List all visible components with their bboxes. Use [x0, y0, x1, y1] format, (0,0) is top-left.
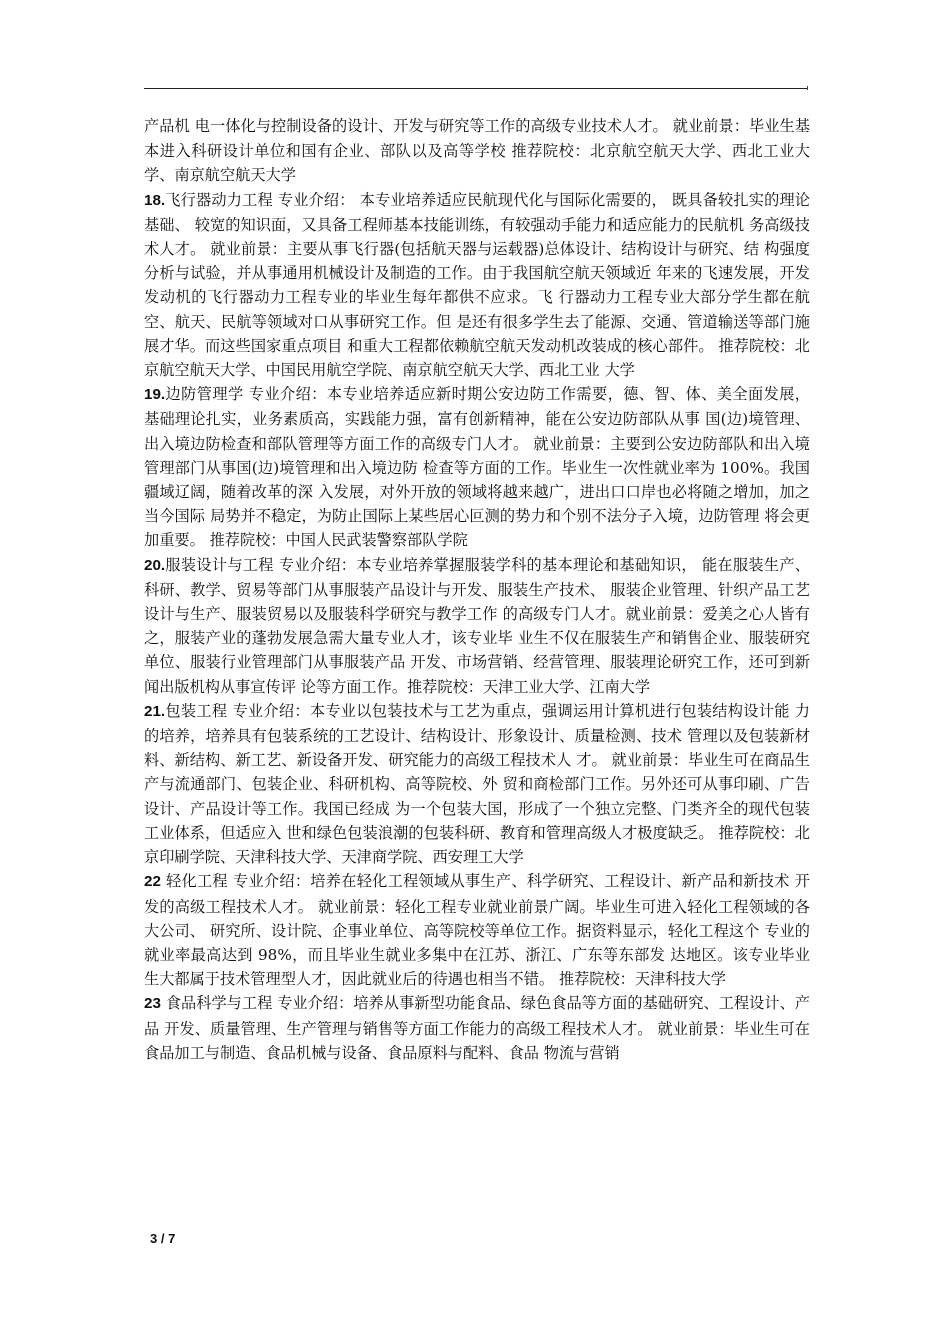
header-rule-mark	[807, 86, 808, 90]
item-number: 19.	[144, 386, 166, 404]
paragraph-item-23	[144, 991, 810, 1065]
paragraph-item-19	[144, 382, 810, 552]
page-number: 3 / 7	[150, 1231, 176, 1246]
item-number: 23	[144, 995, 161, 1013]
paragraph-text: 包装工程 专业介绍：本专业以包装技术与工艺为重点，强调运用计算机进行包装结构设计能 力的培养，培养具有包装系统的工艺设计、结构设计、形象设计、质量检测、技术 管理以及包装新材料、新结构、新工艺、新设备开发、研究能力的高级工程技术人 才。 就业前景：毕业生可在商品生产与流通部门、包装企业、科研机构、高等院校、外 贸和商检部门工作。另外还可从事印刷、广告设计、产品设计等工作。我国已经成 为一个包装大国，形成了一个独立完整、门类齐全的现代包装工业体系，但适应入 世和绿色包装浪潮的包装科研、教育和管理高级人才极度缺乏。 推荐院校：北京印刷学院、天津科技大学、天津商学院、西安理工大学	[144, 701, 810, 867]
paragraph-item-18	[144, 188, 810, 383]
paragraph-text: 服装设计与工程 专业介绍：本专业培养掌握服装学科的基本理论和基础知识， 能在服装生产、科研、教学、贸易等部门从事服装产品设计与开发、服装生产技术、 服装企业管理、针织产品工艺设计与生产、服装贸易以及服装科学研究与教学工作 的高级专门人才。就业前景：爱美之心人皆有之，服装产业的蓬勃发展急需大量专业人才，该专业毕 业生不仅在服装生产和销售企业、服装研究单位、服装行业管理部门从事服装产品 开发、市场营销、经营管理、服装理论研究工作，还可到新闻出版机构从事宣传评 论等方面工作。推荐院校：天津工业大学、江南大学	[144, 555, 810, 696]
paragraph-text: 产品机 电一体化与控制设备的设计、开发与研究等工作的高级专业技术人才。 就业前景：毕业生基本进入科研设计单位和国有企业、部队以及高等学校 推荐院校：北京航空航天大学、西北工业大学、南京航空航天大学	[144, 117, 810, 185]
paragraph-text: 轻化工程 专业介绍：培养在轻化工程领域从事生产、科学研究、工程设计、新产品和新技术 开发的高级工程技术人才。 就业前景：轻化工程专业就业前景广阔。毕业生可进入轻化工程领域的各大公司、 研究所、设计院、企事业单位、高等院校等单位工作。据资料显示，轻化工程这个 专业的就业率最高达到 98%，而且毕业生就业多集中在江苏、浙江、广东等东部发 达地区。该专业毕业生大都属于技术管理型人才，因此就业后的待遇也相当不错。 推荐院校：天津科技大学	[144, 872, 810, 989]
item-number: 18.	[144, 191, 166, 209]
paragraph-continuation	[144, 114, 810, 188]
header-rule	[144, 88, 808, 89]
document-body	[144, 114, 810, 1065]
item-number: 22	[144, 873, 161, 891]
item-number: 20.	[144, 556, 166, 574]
paragraph-item-22	[144, 869, 810, 991]
paragraph-text: 食品科学与工程 专业介绍：培养从事新型功能食品、绿色食品等方面的基础研究、工程设计、产品 开发、质量管理、生产管理与销售等方面工作能力的高级工程技术人才。 就业前景：毕业生可在食品加工与制造、食品机械与设备、食品原料与配料、食品 物流与营销	[144, 994, 810, 1062]
paragraph-text: 边防管理学 专业介绍：本专业培养适应新时期公安边防工作需要，德、智、体、美全面发展， 基础理论扎实，业务素质高，实践能力强，富有创新精神，能在公安边防部队从事 国(边)境管理、出入境边防检查和部队管理等方面工作的高级专门人才。 就业前景：主要到公安边防部队和出入境管理部门从事国(边)境管理和出入境边防 检查等方面的工作。毕业生一次性就业率为 100%。我国疆域辽阔，随着改革的深 入发展，对外开放的领域将越来越广，进出口口岸也必将随之增加，加之当今国际 局势并不稳定，为防止国际上某些居心叵测的势力和个别不法分子入境，边防管理 将会更加重要。 推荐院校：中国人民武装警察部队学院	[144, 385, 810, 550]
paragraph-item-21	[144, 699, 810, 869]
paragraph-text: 飞行器动力工程 专业介绍： 本专业培养适应民航现代化与国际化需要的， 既具备较扎实的理论基础、 较宽的知识面，又具备工程师基本技能训练，有较强动手能力和适应能力的民航机 务高级技术人才。 就业前景：主要从事飞行器(包括航天器与运载器)总体设计、结构设计与研究、结 构强度分析与试验，并从事通用机械设计及制造的工作。由于我国航空航天领域近 年来的飞速发展，开发发动机的飞行器动力工程专业的毕业生每年都供不应求。飞 行器动力工程专业大部分学生都在航空、航天、民航等领域对口从事研究工作。但 是还有很多学生去了能源、交通、管道输送等部门施展才华。而这些国家重点项目 和重大工程都依赖航空航天发动机改装成的核心部件。 推荐院校：北京航空航天大学、中国民用航空学院、南京航空航天大学、西北工业 大学	[144, 190, 810, 380]
item-number: 21.	[144, 702, 166, 720]
paragraph-item-20	[144, 553, 810, 699]
